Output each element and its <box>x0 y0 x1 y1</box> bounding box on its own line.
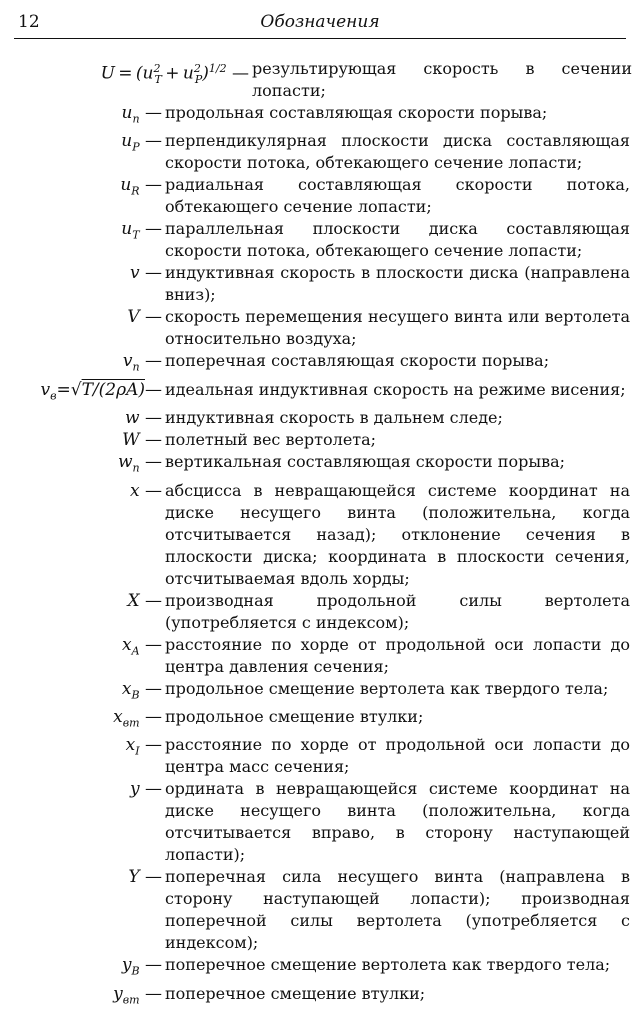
notation-symbol: $v_п$ — <box>122 351 162 374</box>
notation-symbol: y — <box>129 779 162 800</box>
notation-definition: полетный вес вертолета; <box>165 430 377 450</box>
notation-symbol: $v_в=√T/(2\rho A)—$ <box>40 379 162 403</box>
notation-definition: параллельная плоскости диска составляющая скорости потока, обтекающего сечение лопасти; <box>165 219 630 261</box>
notation-symbol: $u_п$ — <box>121 103 162 126</box>
notation-entry <box>0 262 644 306</box>
notation-definition: ордината в невращающейся системе координат на диске несущего винта (положительна, когда отсчитывается вправо, в сторону наступающей лопасти); <box>165 779 630 865</box>
notation-definition: поперечная составляющая скорости порыва; <box>165 351 550 371</box>
notation-list <box>0 58 644 1011</box>
notation-definition: вертикальная составляющая скорости порыва; <box>165 452 566 472</box>
notation-symbol: X — <box>127 590 162 611</box>
notation-definition: перпендикулярная плоскости диска составляющая скорости потока, обтекающего сечение лопасти; <box>165 131 630 173</box>
notation-symbol: $u_R$ — <box>120 175 162 198</box>
notation-symbol: Y — <box>128 867 162 888</box>
notation-definition: продольное смещение вертолета как твердого тела; <box>165 678 609 698</box>
notation-symbol: $x_I$ — <box>125 735 162 758</box>
notation-entry <box>0 778 644 866</box>
notation-symbol: $u_T$ — <box>121 219 162 242</box>
notation-entry <box>0 954 644 982</box>
notation-definition: индуктивная скорость в дальнем следе; <box>165 408 503 428</box>
notation-entry <box>0 706 644 734</box>
notation-entry <box>0 58 644 102</box>
notation-symbol: w — <box>125 408 162 429</box>
notation-entry <box>0 590 644 634</box>
notation-definition: поперечное смещение втулки; <box>165 983 426 1003</box>
notation-definition: абсцисса в невращающейся системе координат на диске несущего винта (положительна, когда отсчитывается назад); отклонение сечения в плоскости диска; координата в плоскости сечения, отсчитываемая вдоль хорды; <box>165 480 630 588</box>
notation-entry <box>0 218 644 262</box>
notation-entry <box>0 102 644 130</box>
notation-symbol: $y_B$ — <box>121 955 162 978</box>
section-title: Обозначения <box>260 12 380 32</box>
notation-definition: идеальная индуктивная скорость на режиме висения; <box>165 379 626 399</box>
notation-entry <box>0 306 644 350</box>
notation-symbol: V — <box>127 307 162 328</box>
notation-entry <box>0 130 644 174</box>
notation-entry <box>0 634 644 678</box>
notation-definition: производная продольной силы вертолета (употребляется с индексом); <box>165 590 630 632</box>
page-number: 12 <box>18 12 40 32</box>
notation-entry <box>0 350 644 378</box>
notation-symbol: x — <box>130 480 162 501</box>
notation-entry <box>0 429 644 451</box>
notation-entry <box>0 983 644 1011</box>
notation-definition: поперечная сила несущего винта (направлена в сторону наступающей лопасти); производная поперечной силы вертолета (употребляется с индексом); <box>165 867 630 953</box>
notation-definition: расстояние по хорде от продольной оси лопасти до центра масс сечения; <box>165 735 630 777</box>
notation-entry <box>0 734 644 778</box>
notation-entry <box>0 480 644 590</box>
notation-entry <box>0 866 644 954</box>
notation-symbol: $U = (u^2_T + u^2_P)^{1/2}$ — <box>100 62 249 87</box>
notation-definition: продольное смещение втулки; <box>165 706 424 726</box>
notation-symbol: $x_B$ — <box>121 678 162 701</box>
notation-definition: продольная составляющая скорости порыва; <box>165 103 548 122</box>
notation-symbol: $x_{вт}$ — <box>113 706 162 730</box>
notation-definition: скорость перемещения несущего винта или вертолета относительно воздуха; <box>165 307 630 349</box>
page-header <box>14 10 626 36</box>
notation-entry <box>0 407 644 429</box>
notation-symbol: $x_A$ — <box>122 634 162 657</box>
notation-symbol: v — <box>129 263 162 284</box>
notation-definition: результирующая скорость в сечении лопасти; <box>252 59 632 100</box>
notation-symbol: W — <box>122 430 162 451</box>
notation-symbol: $u_P$ — <box>121 131 162 154</box>
notation-definition: индуктивная скорость в плоскости диска (направлена вниз); <box>165 263 630 305</box>
notation-symbol: $w_п$ — <box>117 452 162 475</box>
notation-definition: радиальная составляющая скорости потока, обтекающего сечение лопасти; <box>165 175 630 217</box>
notation-symbol: $y_{вт}$ — <box>113 983 162 1007</box>
header-rule <box>14 38 626 39</box>
notation-entry <box>0 379 644 407</box>
notation-definition: расстояние по хорде от продольной оси лопасти до центра давления сечения; <box>165 634 630 676</box>
notation-entry <box>0 174 644 218</box>
notation-definition: поперечное смещение вертолета как твердого тела; <box>165 955 611 975</box>
notation-entry <box>0 678 644 706</box>
notation-entry <box>0 451 644 479</box>
